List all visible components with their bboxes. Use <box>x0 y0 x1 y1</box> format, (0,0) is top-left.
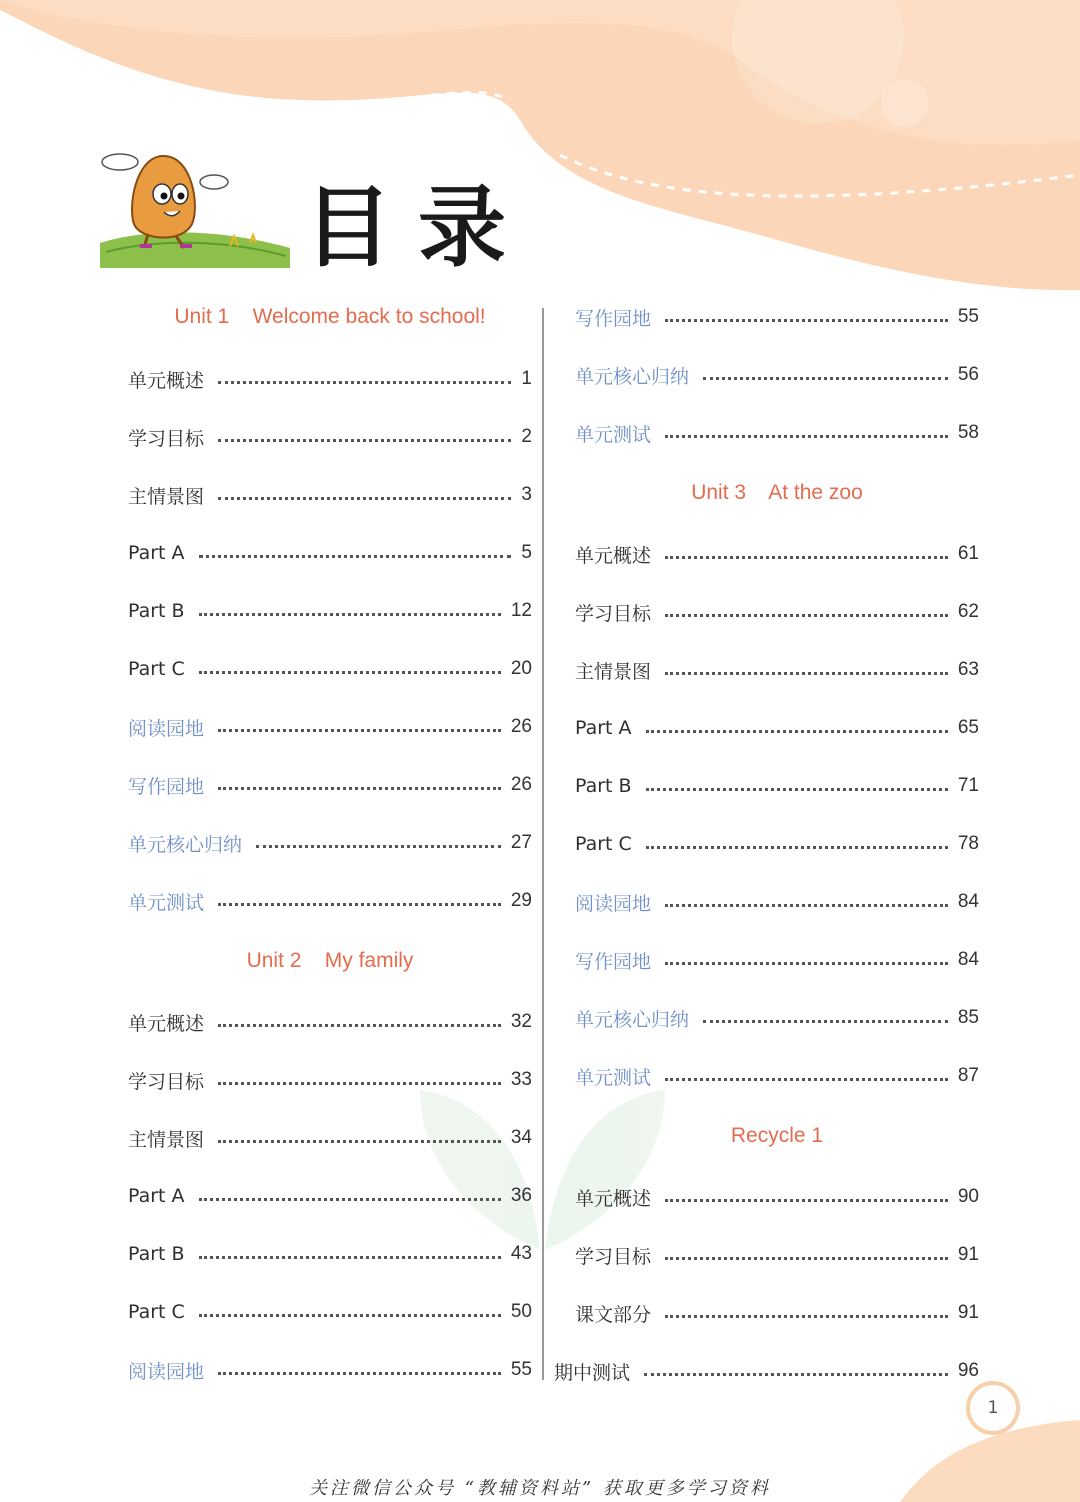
page-number-badge: 1 <box>966 1381 1020 1435</box>
dot-leader <box>665 904 948 907</box>
dot-leader <box>665 1199 948 1202</box>
toc-entry-label: Part C <box>128 658 185 680</box>
toc-entry-page: 55 <box>510 1359 532 1380</box>
dot-leader <box>218 1372 501 1375</box>
toc-entry-page: 29 <box>510 890 532 911</box>
toc-entry-page: 36 <box>510 1185 532 1206</box>
toc-entry-page: 5 <box>521 542 532 563</box>
dot-leader <box>199 613 501 616</box>
toc-entry-label: 写作园地 <box>575 307 652 330</box>
toc-entry-midterm[interactable] <box>554 1354 979 1388</box>
toc-entry-page: 33 <box>510 1069 532 1090</box>
toc-entry[interactable] <box>128 420 532 454</box>
toc-entry-page: 61 <box>957 543 979 564</box>
footer-note: 关注微信公众号 “教辅资料站” 获取更多学习资料 <box>309 1478 771 1499</box>
toc-entry-label: Part C <box>575 833 632 855</box>
toc-entry-label: 单元测试 <box>575 1066 652 1089</box>
toc-entry[interactable] <box>128 710 532 744</box>
toc-entry[interactable] <box>128 652 532 686</box>
toc-entry-label: 主情景图 <box>575 660 652 683</box>
toc-entry[interactable] <box>575 1296 979 1330</box>
dot-leader <box>256 845 501 848</box>
toc-entry-label: Part A <box>128 1185 185 1207</box>
toc-entry-label: 写作园地 <box>575 950 652 973</box>
toc-entry-page: 63 <box>957 659 979 680</box>
toc-entry[interactable] <box>575 595 979 629</box>
dot-leader <box>646 846 948 849</box>
toc-entry-label: 课文部分 <box>575 1303 652 1326</box>
toc-entry[interactable] <box>128 1121 532 1155</box>
toc-entry-page: 27 <box>510 832 532 853</box>
dot-leader <box>218 1082 501 1085</box>
toc-entry[interactable] <box>128 362 532 396</box>
dot-leader <box>665 1078 948 1081</box>
dot-leader <box>218 497 511 500</box>
recycle-heading: Recycle 1 <box>730 1124 824 1147</box>
toc-entry-page: 26 <box>510 716 532 737</box>
dot-leader <box>665 962 948 965</box>
toc-entry[interactable] <box>575 1180 979 1214</box>
toc-entry-page: 65 <box>957 717 979 738</box>
toc-entry-page: 91 <box>957 1302 979 1323</box>
toc-entry-label: 学习目标 <box>128 1070 205 1093</box>
mascot-illustration <box>100 148 290 268</box>
toc-entry[interactable] <box>575 653 979 687</box>
toc-entry-label: 学习目标 <box>575 602 652 625</box>
toc-entry-page: 32 <box>510 1011 532 1032</box>
toc-entry[interactable] <box>575 827 979 861</box>
dot-leader <box>218 729 501 732</box>
toc-entry[interactable] <box>128 1353 532 1387</box>
toc-entry-label: 阅读园地 <box>128 717 205 740</box>
toc-entry-label: Part A <box>575 717 632 739</box>
toc-entry-label: Part B <box>575 775 632 797</box>
toc-entry-label: 单元概述 <box>128 1012 205 1035</box>
dot-leader <box>665 672 948 675</box>
toc-entry[interactable] <box>128 1237 532 1271</box>
column-divider <box>542 308 544 1380</box>
toc-entry[interactable] <box>575 943 979 977</box>
toc-entry[interactable] <box>128 536 532 570</box>
toc-entry[interactable] <box>128 1005 532 1039</box>
dot-leader <box>703 1020 948 1023</box>
toc-entry[interactable] <box>128 768 532 802</box>
unit2-heading: Unit 2 My family <box>246 949 414 972</box>
dot-leader <box>665 319 948 322</box>
toc-entry-page: 20 <box>510 658 532 679</box>
dot-leader <box>218 381 511 384</box>
toc-entry-page: 2 <box>521 426 532 447</box>
toc-entry-label: 学习目标 <box>128 427 205 450</box>
toc-entry[interactable] <box>575 300 979 334</box>
unit3-heading: Unit 3 At the zoo <box>691 481 863 504</box>
toc-entry-label: Part C <box>128 1301 185 1323</box>
dot-leader <box>218 1024 501 1027</box>
toc-entry-page: 56 <box>957 364 979 385</box>
toc-entry-label: 单元概述 <box>128 369 205 392</box>
dot-leader <box>199 555 512 558</box>
dot-leader <box>703 377 948 380</box>
toc-entry-page: 26 <box>510 774 532 795</box>
dot-leader <box>199 1198 501 1201</box>
toc-entry-page: 96 <box>957 1360 979 1381</box>
toc-entry-label: 单元核心归纳 <box>575 365 690 388</box>
toc-entry-page: 1 <box>521 368 532 389</box>
toc-entry-page: 84 <box>957 891 979 912</box>
toc-entry-page: 58 <box>957 422 979 443</box>
toc-entry-label: 单元概述 <box>575 544 652 567</box>
toc-entry-page: 3 <box>521 484 532 505</box>
toc-entry[interactable] <box>128 1295 532 1329</box>
toc-entry-label: 单元测试 <box>128 891 205 914</box>
toc-entry-page: 91 <box>957 1244 979 1265</box>
toc-entry-page: 71 <box>957 775 979 796</box>
toc-entry-label: 阅读园地 <box>575 892 652 915</box>
toc-entry-label: Part B <box>128 1243 185 1265</box>
toc-entry-label: 单元核心归纳 <box>575 1008 690 1031</box>
dot-leader <box>646 788 948 791</box>
toc-entry-page: 43 <box>510 1243 532 1264</box>
deco-circle-small <box>881 79 929 127</box>
dot-leader <box>665 614 948 617</box>
toc-entry-label: 主情景图 <box>128 485 205 508</box>
toc-entry-label: 单元核心归纳 <box>128 833 243 856</box>
toc-entry[interactable] <box>575 416 979 450</box>
toc-entry-page: 12 <box>510 600 532 621</box>
dot-leader <box>199 671 501 674</box>
toc-entry-page: 50 <box>510 1301 532 1322</box>
dot-leader <box>199 1314 501 1317</box>
toc-entry-page: 34 <box>510 1127 532 1148</box>
toc-entry-page: 62 <box>957 601 979 622</box>
toc-entry[interactable] <box>575 537 979 571</box>
toc-entry[interactable] <box>575 1001 979 1035</box>
toc-entry[interactable] <box>575 1238 979 1272</box>
toc-entry-label: 单元概述 <box>575 1187 652 1210</box>
toc-entry[interactable] <box>575 769 979 803</box>
toc-entry-page: 90 <box>957 1186 979 1207</box>
dot-leader <box>665 435 948 438</box>
unit1-heading: Unit 1 Welcome back to school! <box>174 305 486 328</box>
dot-leader <box>665 1257 948 1260</box>
toc-entry-page: 78 <box>957 833 979 854</box>
dot-leader <box>646 730 948 733</box>
dot-leader <box>665 1315 948 1318</box>
dot-leader <box>199 1256 501 1259</box>
toc-entry-page: 85 <box>957 1007 979 1028</box>
toc-entry-page: 84 <box>957 949 979 970</box>
toc-entry-label: 期中测试 <box>554 1361 631 1384</box>
toc-entry[interactable] <box>575 1059 979 1093</box>
dot-leader <box>218 439 511 442</box>
toc-entry[interactable] <box>128 826 532 860</box>
toc-entry-label: 单元测试 <box>575 423 652 446</box>
toc-entry-label: Part B <box>128 600 185 622</box>
dot-leader <box>218 787 501 790</box>
toc-entry[interactable] <box>128 1179 532 1213</box>
toc-entry[interactable] <box>128 884 532 918</box>
toc-entry[interactable] <box>575 711 979 745</box>
toc-entry-label: 主情景图 <box>128 1128 205 1151</box>
page-title: 目录 <box>304 176 533 279</box>
toc-entry-page: 87 <box>957 1065 979 1086</box>
dot-leader <box>218 1140 501 1143</box>
toc-entry-page: 55 <box>957 306 979 327</box>
toc-entry[interactable] <box>128 478 532 512</box>
toc-entry[interactable] <box>128 594 532 628</box>
toc-entry-label: 写作园地 <box>128 775 205 798</box>
toc-entry[interactable] <box>128 1063 532 1097</box>
toc-entry-label: Part A <box>128 542 185 564</box>
dot-leader <box>644 1373 948 1376</box>
toc-entry-label: 学习目标 <box>575 1245 652 1268</box>
toc-entry[interactable] <box>575 885 979 919</box>
dot-leader <box>665 556 948 559</box>
toc-entry[interactable] <box>575 358 979 392</box>
toc-entry-label: 阅读园地 <box>128 1360 205 1383</box>
dot-leader <box>218 903 501 906</box>
